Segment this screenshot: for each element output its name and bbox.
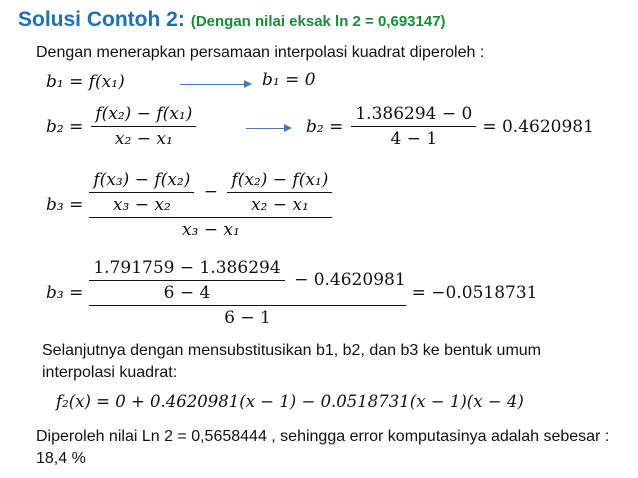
- eq-b3-outer-fraction: [89, 170, 332, 240]
- eq-b3-inner2-numerator: f(x₂) − f(x₁): [231, 170, 329, 190]
- quadratic-formula: f₂(x) = 0 + 0.4620981(x − 1) − 0.0518731(x − 1)(x − 4): [56, 392, 524, 411]
- substitution-text: Selanjutnya dengan mensubstitusikan b1, b2, dan b3 ke bentuk umum interpolasi kuadrat:: [42, 342, 541, 381]
- intro-text: Dengan menerapkan persamaan interpolasi kuadrat diperoleh :: [36, 44, 485, 61]
- title-subtitle: (Dengan nilai eksak ln 2 = 0,693147): [190, 13, 446, 30]
- title-main: Solusi Contoh 2:: [18, 8, 185, 31]
- eq-b3-numeric-lhs: b₃ =: [46, 283, 84, 303]
- eq-b3-inner-fraction-1: [89, 170, 194, 215]
- eq-b2-lhs: b₂ =: [46, 116, 84, 137]
- eq-b3-inner1-denominator: x₃ − x₂: [112, 195, 171, 215]
- eq-b2-numeric-numerator: 1.386294 − 0: [355, 104, 473, 124]
- slide-title: [18, 8, 446, 32]
- eq-b3-general: [46, 170, 332, 240]
- eq-b3-numeric-inner-fraction: [89, 258, 284, 303]
- eq-b2-result: = 0.4620981: [482, 116, 594, 137]
- eq-b2-numeric-lhs: b₂ =: [306, 116, 344, 137]
- eq-b3-numeric-inner-numerator: 1.791759 − 1.386294: [93, 258, 281, 278]
- eq-b3-inner-fraction-2: [227, 170, 332, 215]
- arrow-icon: [246, 128, 290, 129]
- arrow-icon: [180, 84, 250, 85]
- eq-b2-numerator: f(x₂) − f(x₁): [95, 104, 193, 124]
- eq-b3-outer-denominator: x₃ − x₁: [181, 220, 240, 240]
- eq-b3-numeric-result: = −0.0518731: [411, 283, 538, 303]
- eq-b1-left: b₁ = f(x₁): [46, 72, 125, 92]
- eq-b2-fraction: [91, 104, 196, 149]
- eq-b2-numeric-denominator: 4 − 1: [390, 129, 438, 149]
- eq-b3-minus: −: [203, 182, 218, 202]
- eq-b3-numeric-outer-denominator: 6 − 1: [224, 308, 271, 328]
- eq-b2-general: [46, 104, 196, 149]
- eq-b2-numeric: [306, 104, 594, 149]
- eq-b3-numeric-minus-term: − 0.4620981: [294, 270, 406, 290]
- eq-b2-numeric-fraction: [351, 104, 476, 149]
- eq-b3-numeric-outer-fraction: [89, 258, 405, 328]
- eq-b3-lhs: b₃ =: [46, 195, 84, 215]
- eq-b3-inner1-numerator: f(x₃) − f(x₂): [93, 170, 191, 190]
- conclusion-text: Diperoleh nilai Ln 2 = 0,5658444 , sehingga error komputasinya adalah sebesar : 18,4 %: [36, 428, 610, 467]
- eq-b3-numeric: [46, 258, 537, 328]
- eq-b1-right: b₁ = 0: [262, 70, 316, 90]
- eq-b2-denominator: x₂ − x₁: [114, 129, 173, 149]
- eq-b3-numeric-inner-denominator: 6 − 4: [163, 283, 211, 303]
- eq-b3-inner2-denominator: x₂ − x₁: [250, 195, 309, 215]
